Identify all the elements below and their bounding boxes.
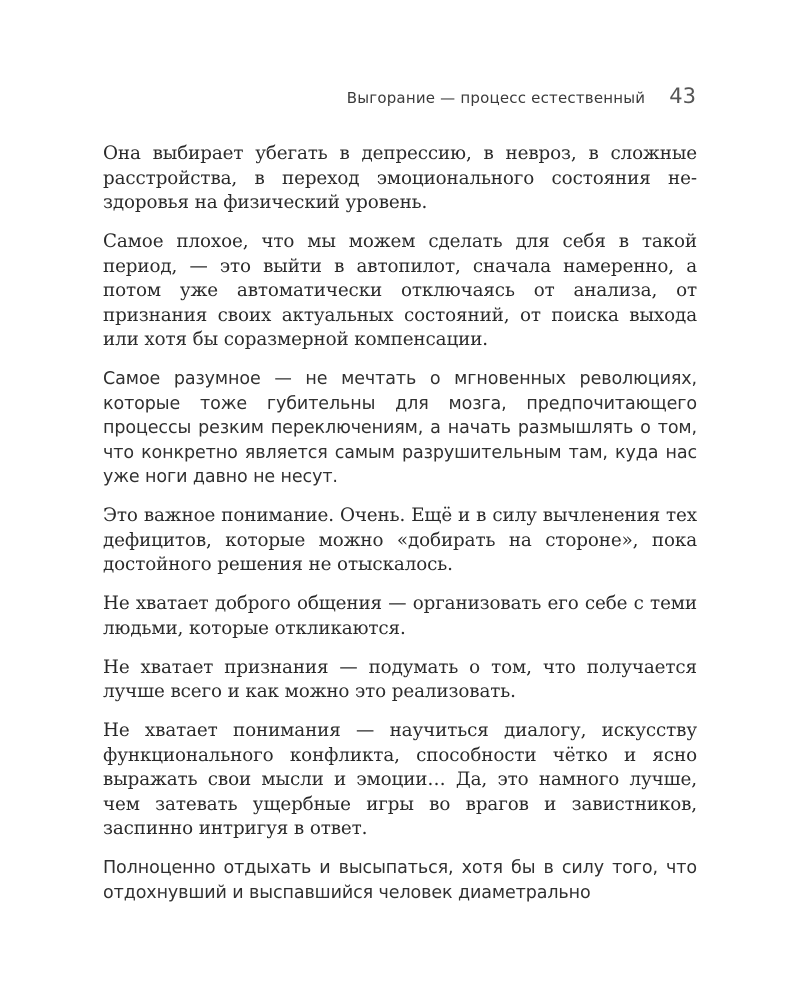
paragraph: Она выбирает убегать в депрессию, в невроз, в сложные расстройства, в переход эмоционального состояния нездоровья на физический уровень. bbox=[103, 143, 697, 213]
running-title: Выгорание — процесс естественный bbox=[346, 89, 646, 107]
paragraph: Это важное понимание. Очень. Ещё и в силу вычленения тех дефицитов, которые можно «добирать на стороне», пока достойного решения не отыскалось. bbox=[103, 505, 697, 575]
running-head bbox=[347, 84, 696, 108]
page-number: 43 bbox=[669, 84, 696, 108]
paragraph: Не хватает понимания — научиться диалогу, искусству функционального конфликта, способности чётко и ясно выражать свои мысли и эмоции… Да, это намного лучше, чем затевать ущербные игры во врагов и завистников, заспинно интригуя в ответ. bbox=[103, 720, 697, 839]
paragraph: Самое разумное — не мечтать о мгновенных революциях, которые тоже губительны для мозга, предпочитающего процессы резким переключениям, а начать размышлять о том, что конкретно является самым разрушительным там, куда нас уже ноги давно не несут. bbox=[103, 369, 697, 487]
paragraph: Полноценно отдыхать и высыпаться, хотя бы в силу того, что отдохнувший и выспавшийся человек диаметрально bbox=[103, 858, 697, 903]
body-text bbox=[103, 142, 697, 920]
paragraph: Самое плохое, что мы можем сделать для себя в такой период, — это выйти в автопилот, сначала намеренно, а потом уже автоматически отключаясь от анализа, от признания своих актуальных состояний, от поиска выхода или хотя бы соразмерной компенсации. bbox=[103, 231, 697, 350]
paragraph: Не хватает признания — подумать о том, что получается лучше всего и как можно это реализовать. bbox=[103, 656, 697, 702]
paragraph: Не хватает доброго общения — организовать его себе с теми людьми, которые откликаются. bbox=[103, 593, 697, 639]
